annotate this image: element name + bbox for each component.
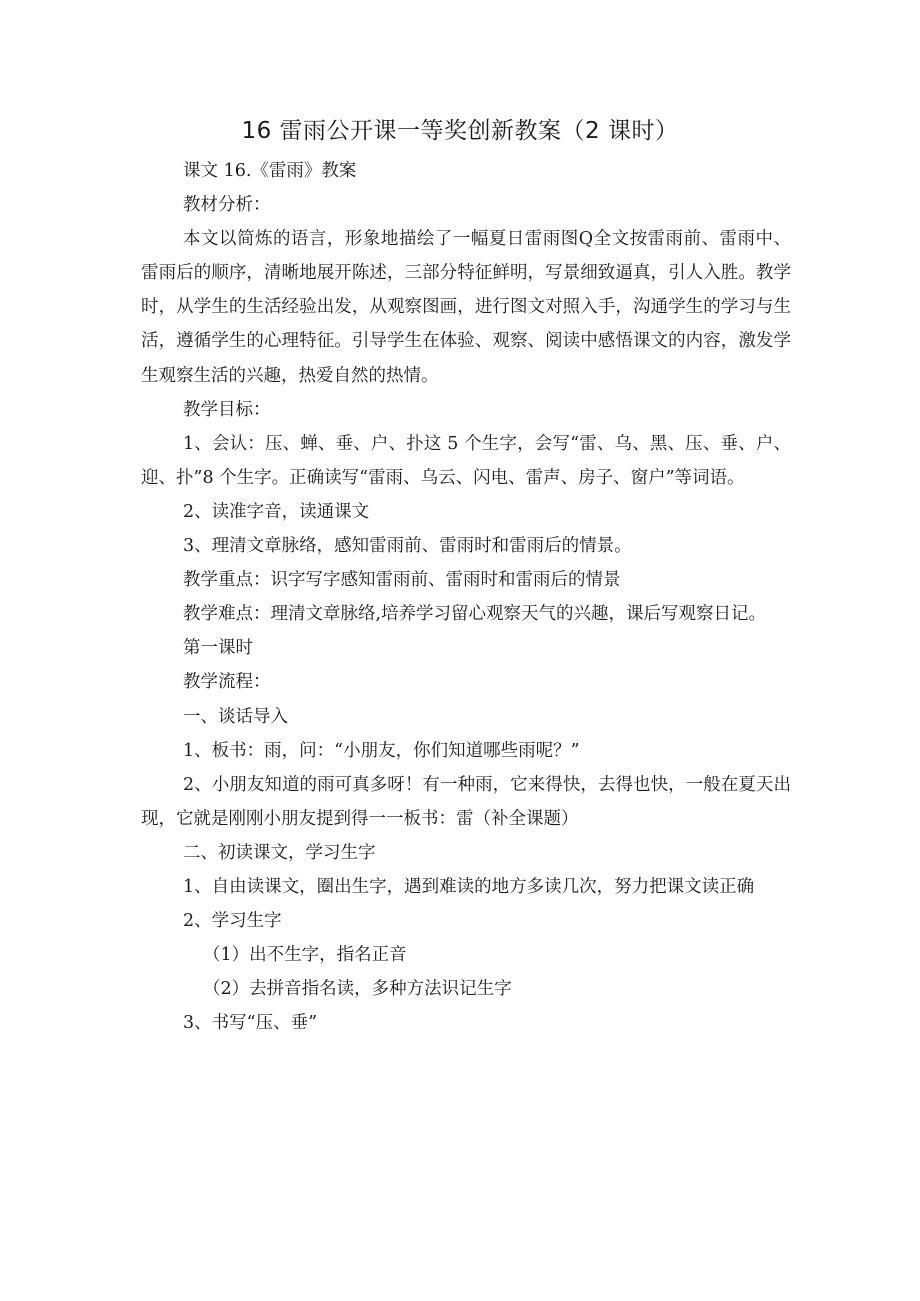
lesson-heading: 课文 16.《雷雨》教案	[183, 161, 357, 181]
step-heading-2: 二、初读课文，学习生字	[183, 842, 376, 863]
section-heading-goals: 教学目标：	[183, 399, 271, 420]
lesson-period-heading: 第一课时	[183, 638, 253, 659]
goal-item-2: 2、读准字音，读通课文	[183, 501, 370, 522]
process-heading: 教学流程：	[183, 672, 271, 693]
key-point: 教学重点：识字写字感知雷雨前、雷雨时和雷雨后的情景	[183, 570, 621, 591]
goal-item-3: 3、理清文章脉络，感知雷雨前、雷雨时和雷雨后的情景。	[183, 536, 632, 557]
step-2-item-2: 2、学习生字	[183, 911, 282, 932]
document-title: 16 雷雨公开课一等奖创新教案（2 课时）	[241, 118, 679, 144]
step-2-subitem-2: （2）去拼音指名读，多种方法识记生字	[203, 979, 512, 1000]
analysis-paragraph: 本文以简炼的语言，形象地描绘了一幅夏日雷雨图Q全文按雷雨前、雷雨中、雷雨后的顺序，清晰地展开陈述，三部分特征鲜明，写景细致逼真，引人入胜。教学时，从学生的生活经验出发，从观察图画，进行图文对照入手，沟通学生的学习与生活，遵循学生的心理特征。引导学生在体验、观察、阅读中感悟课文的内容，激发学生观察生活的兴趣，热爱自然的热情。	[141, 229, 791, 386]
step-2-subitem-1: （1）出不生字，指名正音	[203, 945, 407, 966]
step-1-item-2: 2、小朋友知道的雨可真多呀！有一种雨，它来得快，去得也快，一般在夏天出现，它就是刚刚小朋友提到得一一板书：雷（补全课题）	[141, 774, 791, 829]
section-heading-analysis: 教材分析：	[183, 195, 271, 216]
step-1-item-1: 1、板书：雨，问：“小朋友，你们知道哪些雨呢？”	[183, 740, 580, 761]
step-2-item-3: 3、书写“压、垂”	[183, 1013, 318, 1034]
difficult-point: 教学难点：理清文章脉络,培养学习留心观察天气的兴趣，课后写观察日记。	[183, 604, 767, 625]
document-body	[141, 154, 791, 1040]
step-heading-1: 一、谈话导入	[183, 706, 288, 727]
step-2-item-1: 1、自由读课文，圈出生字，遇到难读的地方多读几次，努力把课文读正确	[183, 876, 755, 897]
goal-item-1: 1、会认：压、蝉、垂、户、扑这 5 个生字，会写“雷、乌、黑、压、垂、户、迎、扑”8 个生字。正确读写“雷雨、乌云、闪电、雷声、房子、窗户”等词语。	[141, 433, 791, 488]
